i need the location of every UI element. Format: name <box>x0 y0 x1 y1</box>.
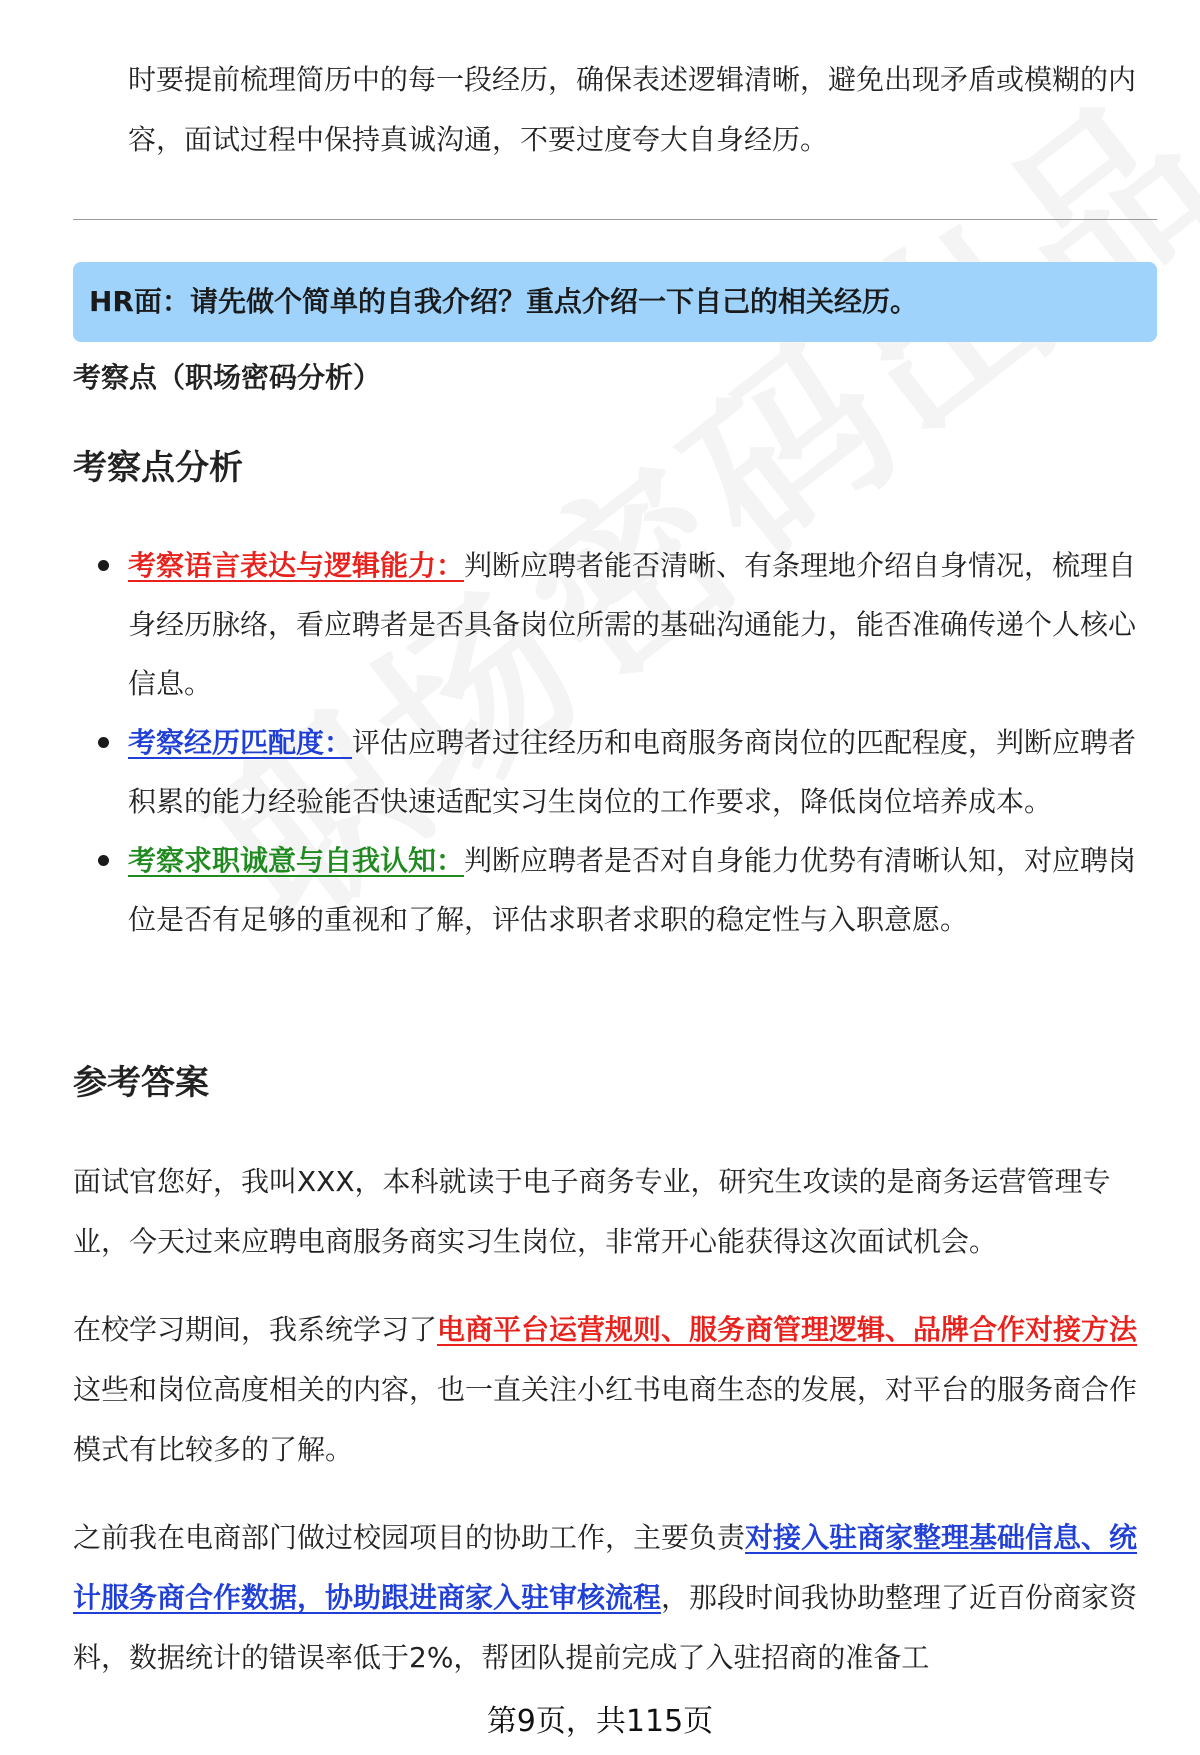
answer-highlight: 对接入驻商家整理基础信息、统计服务商合作数据，协助跟进商家入驻审核流程 <box>73 1521 1138 1614</box>
divider <box>73 219 1157 220</box>
answer-paragraph-1: 面试官您好，我叫XXX，本科就读于电子商务专业，研究生攻读的是商务运营管理专业，今天过来应聘电商服务商实习生岗位，非常开心能获得这次面试机会。 <box>73 1165 1111 1258</box>
point-keyword: 考察求职诚意与自我认知： <box>128 844 465 877</box>
point-text: 判断应聘者能否清晰、有条理地介绍自身情况，梳理自身经历脉络，看应聘者是否具备岗位所需的基础沟通能力，能否准确传递个人核心信息。 <box>128 549 1137 700</box>
point-keyword: 考察语言表达与逻辑能力： <box>128 549 465 582</box>
answer-text: 之前我在电商部门做过校园项目的协助工作，主要负责 <box>73 1521 746 1554</box>
analysis-point <box>128 536 1148 713</box>
answer-heading: 参考答案 <box>73 1063 209 1103</box>
answer-paragraph-3 <box>73 1508 1157 1688</box>
point-keyword: 考察经历匹配度： <box>128 726 353 759</box>
analysis-points <box>128 536 1148 949</box>
answer-paragraph-2 <box>73 1300 1157 1480</box>
answer-highlight: 电商平台运营规则、服务商管理逻辑、品牌合作对接方法 <box>437 1313 1138 1346</box>
point-text: 评估应聘者过往经历和电商服务商岗位的匹配程度，判断应聘者积累的能力经验能否快速适配实习生岗位的工作要求，降低岗位培养成本。 <box>128 726 1137 818</box>
analysis-point <box>128 831 1148 949</box>
analysis-point <box>128 713 1148 831</box>
bullet-icon <box>98 737 109 748</box>
question-banner: HR面：请先做个简单的自我介绍？重点介绍一下自己的相关经历。 <box>73 262 1157 342</box>
sub-label: 考察点（职场密码分析） <box>73 361 382 394</box>
answer-text: ，那段时间我协助整理了近百份商家资料，数据统计的错误率低于2%，帮团队提前完成了入驻招商的准备工 <box>73 1581 1138 1674</box>
answer-text: 在校学习期间，我系统学习了 <box>73 1313 438 1346</box>
intro-paragraph: 时要提前梳理简历中的每一段经历，确保表述逻辑清晰，避免出现矛盾或模糊的内容，面试过程中保持真诚沟通，不要过度夸大自身经历。 <box>128 63 1137 156</box>
point-text: 判断应聘者是否对自身能力优势有清晰认知，对应聘岗位是否有足够的重视和了解，评估求职者求职的稳定性与入职意愿。 <box>128 844 1137 936</box>
answer-text: 这些和岗位高度相关的内容，也一直关注小红书电商生态的发展，对平台的服务商合作模式有比较多的了解。 <box>73 1373 1138 1466</box>
analysis-heading: 考察点分析 <box>73 448 243 488</box>
bullet-icon <box>98 855 109 866</box>
page-footer: 第9页，共115页 <box>486 1704 714 1739</box>
bullet-icon <box>98 560 109 571</box>
